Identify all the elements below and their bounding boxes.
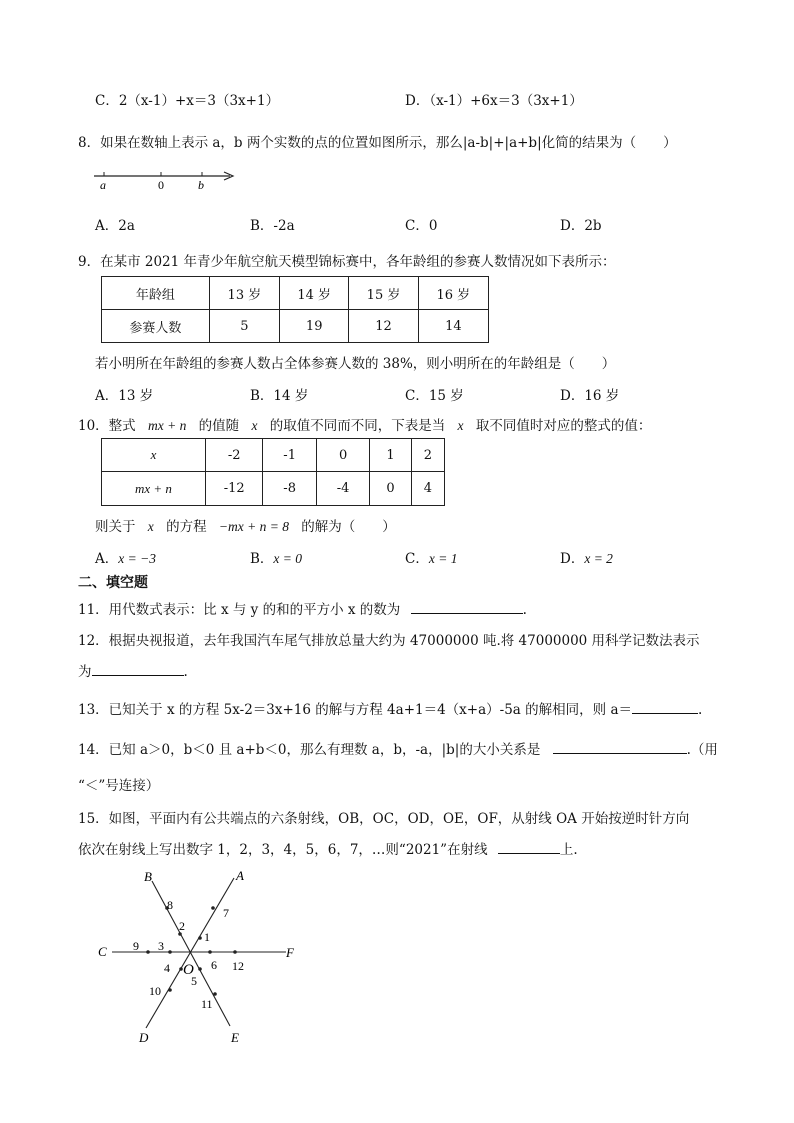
num-5: 5: [191, 974, 197, 988]
q9-option-c: C．15 岁: [405, 388, 464, 404]
q15-line1: 15．如图，平面内有公共端点的六条射线，OB，OC，OD，OE，OF，从射线 OA 开始按逆时针方向: [78, 811, 690, 827]
q7-option-d: D．（x-1）+6x＝3（3x+1）: [405, 93, 583, 109]
q12-blank: [92, 663, 184, 676]
q10-cell: 1: [370, 439, 411, 472]
q7-option-c: C．2（x-1）+x＝3（3x+1）: [95, 93, 280, 109]
q9-header-cell: 14 岁: [280, 277, 349, 310]
q10-cell: -4: [316, 472, 369, 506]
dot-1: [198, 936, 202, 940]
dot-7: [211, 906, 215, 910]
q15-figure: [90, 866, 310, 1050]
q9-row-cell: 5: [209, 310, 279, 343]
section-title: 二、填空题: [78, 575, 148, 591]
label-D: D: [139, 1030, 149, 1045]
q10-cell: -1: [263, 439, 316, 472]
dot-9: [146, 950, 150, 954]
q8-stem: 8．如果在数轴上表示 a，b 两个实数的点的位置如图所示，那么|a-b|+|a+b|化简的结果为（ ）: [78, 135, 677, 151]
num-12: 12: [232, 959, 244, 973]
num-4: 4: [164, 961, 170, 975]
num-7: 7: [223, 906, 229, 920]
q9-header-cell: 16 岁: [418, 277, 488, 310]
q10-option-c: C．x = 1: [405, 551, 458, 567]
q15-line2: 依次在射线上写出数字 1，2，3，4，5，6，7，…则“2021”在射线 上.: [78, 842, 578, 858]
ray-OB-OE: [152, 881, 230, 1026]
q10-cell: 4: [411, 472, 444, 506]
q12-line1: 12．根据央视报道，去年我国汽车尾气排放总量大约为 47000000 吨.将 47000000 用科学记数法表示: [78, 633, 700, 649]
q9-option-b: B．14 岁: [250, 388, 309, 404]
label-O: O: [183, 962, 194, 978]
q9-option-a: A．13 岁: [95, 388, 154, 404]
q10-option-b: B．x = 0: [250, 551, 303, 567]
q10-stem: 10．整式 mx + n 的值随 x 的取值不同而不同，下表是当 x 取不同值时对应的整式的值：: [78, 418, 652, 434]
q10-cell: 2: [411, 439, 444, 472]
q9-header-cell: 年龄组: [102, 277, 210, 310]
q10-option-d: D．x = 2: [560, 551, 613, 567]
label-a: a: [100, 178, 106, 192]
label-0: 0: [158, 178, 164, 192]
q9-row-cell: 14: [418, 310, 488, 343]
q9-row-cell: 19: [280, 310, 349, 343]
q15-blank: [498, 841, 560, 854]
q10-cell: -12: [205, 472, 263, 506]
dot-11: [213, 992, 217, 996]
label-E: E: [231, 1030, 239, 1045]
q10-equation: −mx + n = 8: [218, 519, 289, 534]
dot-3: [168, 950, 172, 954]
q14-line2: “＜”号连接）: [78, 778, 160, 794]
q10-cell: x: [102, 439, 206, 472]
num-9: 9: [133, 939, 139, 953]
dot-5: [198, 967, 202, 971]
num-3: 3: [158, 939, 164, 953]
num-1: 1: [204, 930, 210, 944]
q9-row-cell: 参赛人数: [102, 310, 210, 343]
num-6: 6: [211, 958, 217, 972]
q8-option-c: C．0: [405, 218, 438, 234]
q8-option-d: D．2b: [560, 218, 602, 234]
q10-cell: -8: [263, 472, 316, 506]
label-b: b: [198, 178, 204, 192]
q11-blank: [411, 601, 523, 614]
q9-question: 若小明所在年龄组的参赛人数占全体参赛人数的 38%，则小明所在的年龄组是（ ）: [95, 356, 616, 372]
dot-12: [233, 950, 237, 954]
q8-option-b: B．-2a: [250, 218, 295, 234]
q8-option-a: A．2a: [95, 218, 135, 234]
q9-option-d: D．16 岁: [560, 388, 620, 404]
num-8: 8: [167, 898, 173, 912]
q11: 11．用代数式表示：比 x 与 y 的和的平方小 x 的数为 .: [78, 602, 527, 618]
label-A: A: [236, 868, 244, 883]
dot-10: [168, 988, 172, 992]
dot-6: [208, 950, 212, 954]
q10-cell: 0: [316, 439, 369, 472]
q10-table: [101, 438, 445, 506]
num-2: 2: [179, 919, 185, 933]
num-10: 10: [149, 984, 161, 998]
q10-cell: -2: [205, 439, 263, 472]
label-F: F: [286, 945, 294, 960]
q10-cell: mx + n: [102, 472, 206, 506]
q10-expr: mx + n: [147, 418, 187, 433]
q13-blank: [632, 701, 698, 714]
q9-row-cell: 12: [349, 310, 418, 343]
q14-blank: [553, 741, 687, 754]
q10-cell: 0: [370, 472, 411, 506]
label-B: B: [144, 869, 152, 884]
q8-number-line: [88, 163, 248, 195]
q9-table: [101, 276, 489, 343]
q9-stem: 9．在某市 2021 年青少年航空航天模型锦标赛中，各年龄组的参赛人数情况如下表所示：: [78, 254, 616, 270]
label-C: C: [98, 944, 107, 959]
q10-option-a: A．x = −3: [95, 551, 156, 567]
q13: 13．已知关于 x 的方程 5x-2＝3x+16 的解与方程 4a+1＝4（x+a）-5a 的解相同，则 a＝ .: [78, 702, 703, 718]
num-11: 11: [201, 997, 213, 1011]
q14-line1: 14．已知 a＞0，b＜0 且 a+b＜0，那么有理数 a，b，-a，|b|的大小关系是 .（用: [78, 742, 718, 758]
q9-header-cell: 15 岁: [349, 277, 418, 310]
q9-header-cell: 13 岁: [209, 277, 279, 310]
ray-OA-OD: [146, 878, 234, 1028]
q10-question: 则关于 x 的方程 −mx + n = 8 的解为（ ）: [95, 519, 396, 535]
q12-line2: 为 .: [78, 664, 188, 680]
